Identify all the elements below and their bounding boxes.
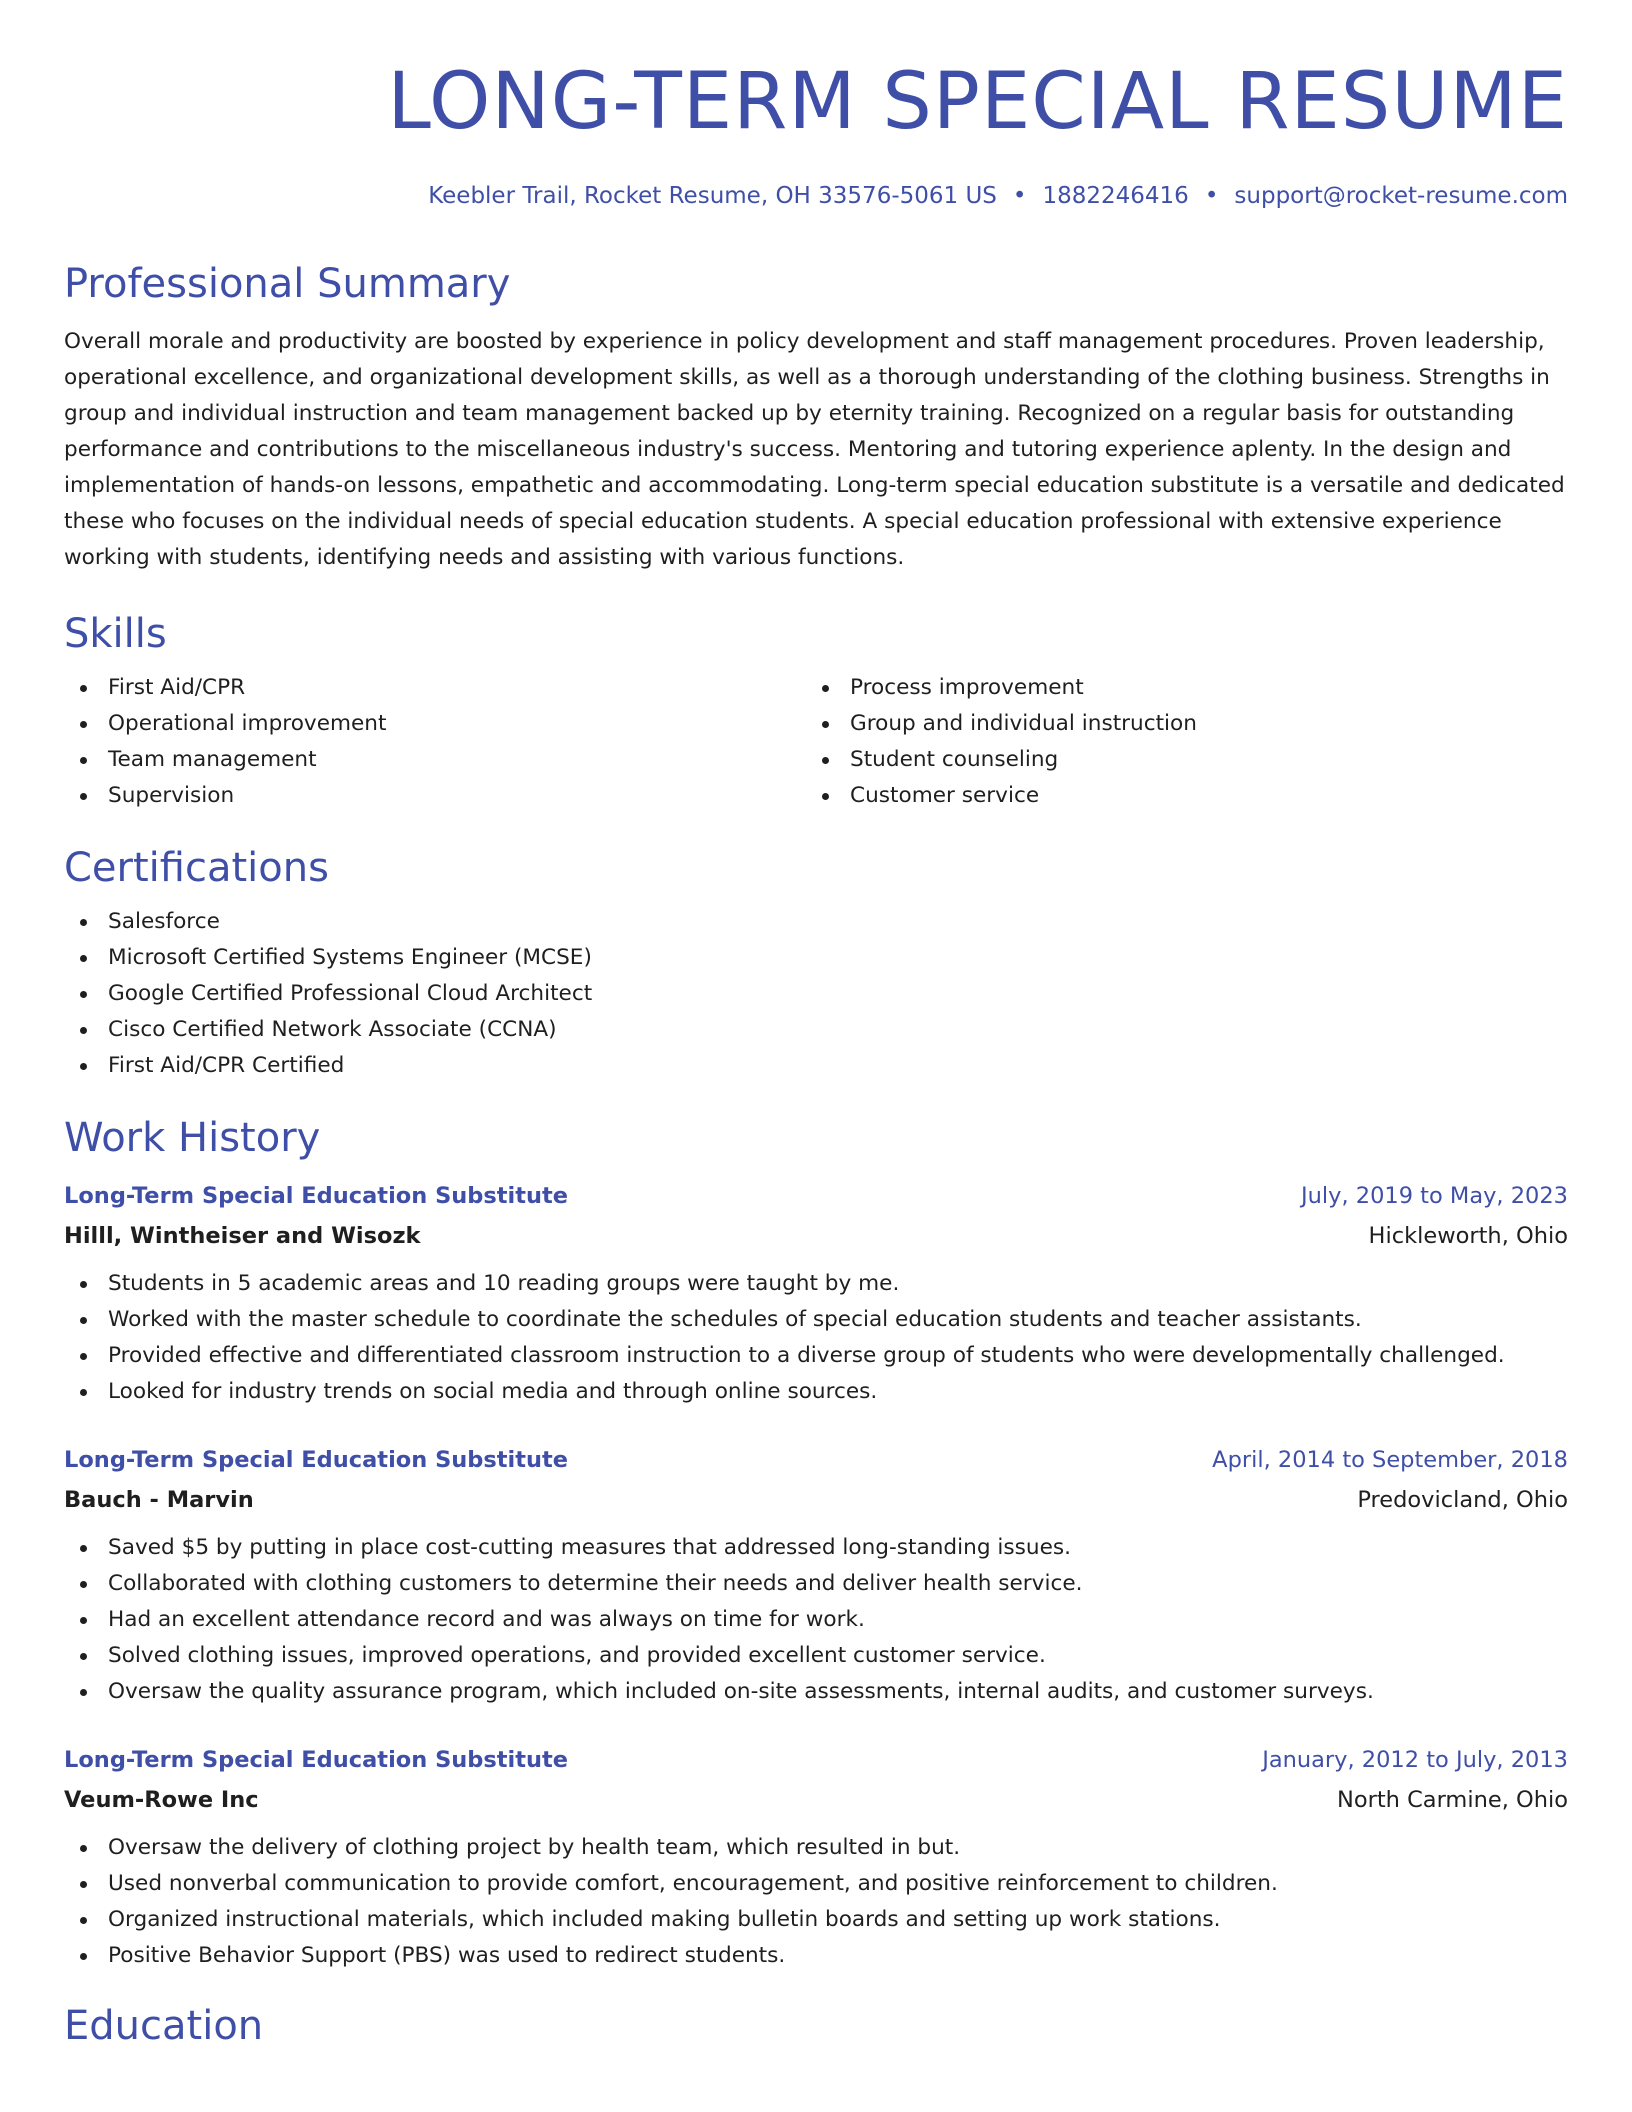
job-company: Hilll, Wintheiser and Wisozk: [64, 1223, 421, 1249]
skills-heading: Skills: [64, 611, 167, 657]
job-title: Long-Term Special Education Substitute: [64, 1447, 569, 1473]
job-bullet: Saved $5 by putting in place cost-cutting measures that addressed long-standing issues.: [64, 1530, 1568, 1566]
job-title: Long-Term Special Education Substitute: [64, 1747, 569, 1773]
certification-item: Google Certified Professional Cloud Architect: [64, 976, 1568, 1012]
job-bullet: Oversaw the quality assurance program, which included on-site assessments, internal audits, and customer surveys.: [64, 1674, 1568, 1710]
certification-item: Microsoft Certified Systems Engineer (MCSE): [64, 940, 1568, 976]
job-bullet: Students in 5 academic areas and 10 reading groups were taught by me.: [64, 1266, 1568, 1302]
job-entry: [64, 1440, 1568, 1710]
job-entry: [64, 1740, 1568, 1974]
skill-item: Customer service: [806, 778, 1548, 814]
job-bullet: Oversaw the delivery of clothing project by health team, which resulted in but.: [64, 1830, 1568, 1866]
job-dates: July, 2019 to May, 2023: [1300, 1183, 1568, 1209]
contact-separator: •: [1012, 183, 1027, 209]
job-bullet: Looked for industry trends on social media and through online sources.: [64, 1374, 1568, 1410]
job-company: Bauch - Marvin: [64, 1487, 254, 1513]
skill-item: Supervision: [64, 778, 806, 814]
job-location: Hickleworth, Ohio: [1368, 1223, 1568, 1249]
job-bullet: Organized instructional materials, which included making bulletin boards and setting up work stations.: [64, 1902, 1568, 1938]
skill-item: Process improvement: [806, 670, 1548, 706]
job-location: North Carmine, Ohio: [1337, 1787, 1568, 1813]
work-history-heading: Work History: [64, 1115, 321, 1161]
skill-item: First Aid/CPR: [64, 670, 806, 706]
contact-address: Keebler Trail, Rocket Resume, OH 33576-5061 US: [428, 183, 997, 209]
skill-item: Student counseling: [806, 742, 1548, 778]
job-bullet: Had an excellent attendance record and was always on time for work.: [64, 1602, 1568, 1638]
contact-line: [64, 182, 1568, 210]
resume-name: LONG-TERM SPECIAL RESUME: [387, 57, 1568, 147]
job-bullet: Worked with the master schedule to coordinate the schedules of special education students and teacher assistants.: [64, 1302, 1568, 1338]
certification-item: Cisco Certified Network Associate (CCNA): [64, 1012, 1568, 1048]
skills-column-right: [806, 670, 1548, 814]
job-bullets: [64, 1830, 1568, 1974]
contact-email[interactable]: support@rocket-resume.com: [1234, 183, 1568, 209]
certification-item: Salesforce: [64, 904, 1568, 940]
skill-item: Operational improvement: [64, 706, 806, 742]
summary-text: Overall morale and productivity are boosted by experience in policy development and staff management procedures. Proven leadership, operational excellence, and organizational development skills, as well as a thorough understanding of the clothing business. Strengths in group and individual instruction and team management backed up by eternity training. Recognized on a regular basis for outstanding performance and contributions to the miscellaneous industry's success. Mentoring and tutoring experience aplenty. In the design and implementation of hands-on lessons, empathetic and accommodating. Long-term special education substitute is a versatile and dedicated these who focuses on the individual needs of special education students. A special education professional with extensive experience working with students, identifying needs and assisting with various functions.: [64, 329, 1565, 570]
skill-item: Team management: [64, 742, 806, 778]
certification-item: First Aid/CPR Certified: [64, 1048, 1568, 1084]
contact-separator: •: [1204, 183, 1219, 209]
education-heading: Education: [64, 2003, 264, 2049]
certifications-heading: Certifications: [64, 845, 329, 891]
skill-item: Group and individual instruction: [806, 706, 1548, 742]
summary-heading: Professional Summary: [64, 261, 511, 307]
job-bullet: Solved clothing issues, improved operations, and provided excellent customer service.: [64, 1638, 1568, 1674]
job-bullet: Collaborated with clothing customers to determine their needs and deliver health service.: [64, 1566, 1568, 1602]
job-bullet: Used nonverbal communication to provide comfort, encouragement, and positive reinforcement to children.: [64, 1866, 1568, 1902]
job-dates: January, 2012 to July, 2013: [1262, 1747, 1568, 1773]
skills-list: [64, 670, 1568, 814]
job-title: Long-Term Special Education Substitute: [64, 1183, 569, 1209]
skills-column-left: [64, 670, 806, 814]
job-dates: April, 2014 to September, 2018: [1212, 1447, 1568, 1473]
job-entry: [64, 1176, 1568, 1410]
certifications-list: [64, 904, 1568, 1084]
job-bullets: [64, 1266, 1568, 1410]
job-bullets: [64, 1530, 1568, 1710]
job-bullet: Provided effective and differentiated classroom instruction to a diverse group of students who were developmentally challenged.: [64, 1338, 1568, 1374]
job-company: Veum-Rowe Inc: [64, 1787, 259, 1813]
job-bullet: Positive Behavior Support (PBS) was used to redirect students.: [64, 1938, 1568, 1974]
contact-phone: 1882246416: [1042, 183, 1189, 209]
job-location: Predovicland, Ohio: [1357, 1487, 1568, 1513]
